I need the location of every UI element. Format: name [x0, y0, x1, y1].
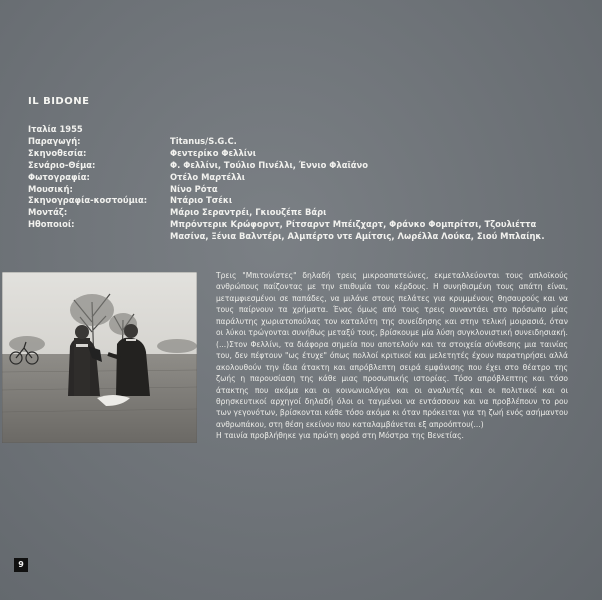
credit-value: Οτέλο Μαρτέλλι — [170, 171, 246, 182]
credit-row-production — [28, 136, 588, 148]
credit-value: Φεντερίκο Φελλίνι — [170, 147, 256, 158]
credit-label: Σκηνογραφία-κοστούμια: — [28, 195, 148, 206]
credit-label: Μουσική: — [28, 183, 73, 194]
film-still-illustration — [2, 272, 197, 443]
synopsis-paragraph: Τρεις "Μπιτονίστες" δηλαδή τρεις μικροαπατεώνες, εκμεταλλεύονται τους απλοϊκούς ανθρώπους παίζοντας με την επιθυμία του κέρδους. Η συνηθισμένη τους απάτη είναι, μεταμφιεσμένοι σε παπάδες, να μιλάνε στους πελάτες για κρυμμένους θησαυρούς και να τους παίρνουν τα χρήματα. Ένας όμως από τους τρεις συναντάει στο πρόσωπο μίας παράλυτης χωριατοπούλας τον καταλύτη της συνείδησης και στην τελική μοιρασιά, όταν οι λύκοι τρώγονται συνήθως μεταξύ τους, βρίσκουμε μία λύση συγκλονιστική συνειδησιακή. — [216, 271, 568, 338]
synopsis-paragraph: (...)Στον Φελλίνι, τα διάφορα σημεία που αποτελούν και τα στοιχεία σύνθεσης μια ταινίας του, δεν πέφτουν "ως έτυχε" όπως πολλοί κριτικοί και μελετητές έχουν παρατηρήσει αλλά ακολουθούν την ίδια άτακτη και απρόβλεπτη σειρά εμφάνισης που έχει στο θέατρο της ζωής η παρουσίαση της κάθε μιας προσωπικής ιστορίας. Τόσο απρόβλεπτης και τόσο άτακτης που ακόμα και οι κοινωνιολόγοι και οι αναλυτές και οι πολιτικοί και οι θρησκευτικοί αρχηγοί δηλαδή όλοι οι ταγμένοι να εντάσσουν και να προβλέπουν το ρου των γεγονότων, βρίσκονται κάθε τόσο ακόμα κι όταν πρόκειται για τη ζωή ενός ασήμαντου ανθρωπάκου, στη θέση εκείνου που καταλαμβάνεται εξ απροόπτου(...) — [216, 339, 568, 429]
credit-row-cast — [28, 219, 588, 243]
credit-row-direction — [28, 148, 588, 160]
credit-value: Titanus/S.G.C. — [170, 135, 237, 146]
credit-label: Παραγωγή: — [28, 135, 81, 146]
credit-value: Ντάριο Τσέκι — [170, 195, 233, 206]
credit-value: Νίνο Ρότα — [170, 183, 218, 194]
credit-row-editing — [28, 207, 588, 219]
credit-value: Μάριο Σεραντρέι, Γκιουζέπε Βάρι — [170, 207, 327, 218]
credit-value: Μπρόντερικ Κρώφορντ, Ρίτσαρντ Μπέιζχαρτ, Φράνκο Φομπρίτσι, Τζουλιέττα Μασίνα, Ξένια Βαλντέρι, Αλμπέρτο ντε Αμίτσις, Λωρέλλα Λούκα, Σιού Μπλαίηκ. — [170, 219, 545, 242]
credit-label: Σενάριο-Θέμα: — [28, 159, 96, 170]
credit-row-set-costumes — [28, 195, 588, 207]
country-year-row — [28, 124, 588, 136]
synopsis-paragraph: Η ταινία προβλήθηκε για πρώτη φορά στη Μόστρα της Βενετίας. — [216, 431, 464, 441]
synopsis-text — [216, 270, 568, 442]
credit-label: Μοντάζ: — [28, 207, 68, 218]
credit-row-screenplay — [28, 160, 588, 172]
credit-label: Φωτογραφία: — [28, 171, 90, 182]
credit-value: Φ. Φελλίνι, Τούλιο Πινέλλι, Έννιο Φλαϊάνο — [170, 159, 368, 170]
credits-block — [28, 124, 588, 243]
credit-label: Ηθοποιοί: — [28, 219, 75, 230]
film-title: IL BIDONE — [28, 96, 90, 107]
page-number: 9 — [14, 558, 28, 572]
credit-row-music — [28, 184, 588, 196]
credit-label: Σκηνοθεσία: — [28, 147, 87, 158]
film-still-photo — [2, 272, 197, 443]
country-year: Ιταλία 1955 — [28, 124, 83, 134]
credit-row-photography — [28, 172, 588, 184]
